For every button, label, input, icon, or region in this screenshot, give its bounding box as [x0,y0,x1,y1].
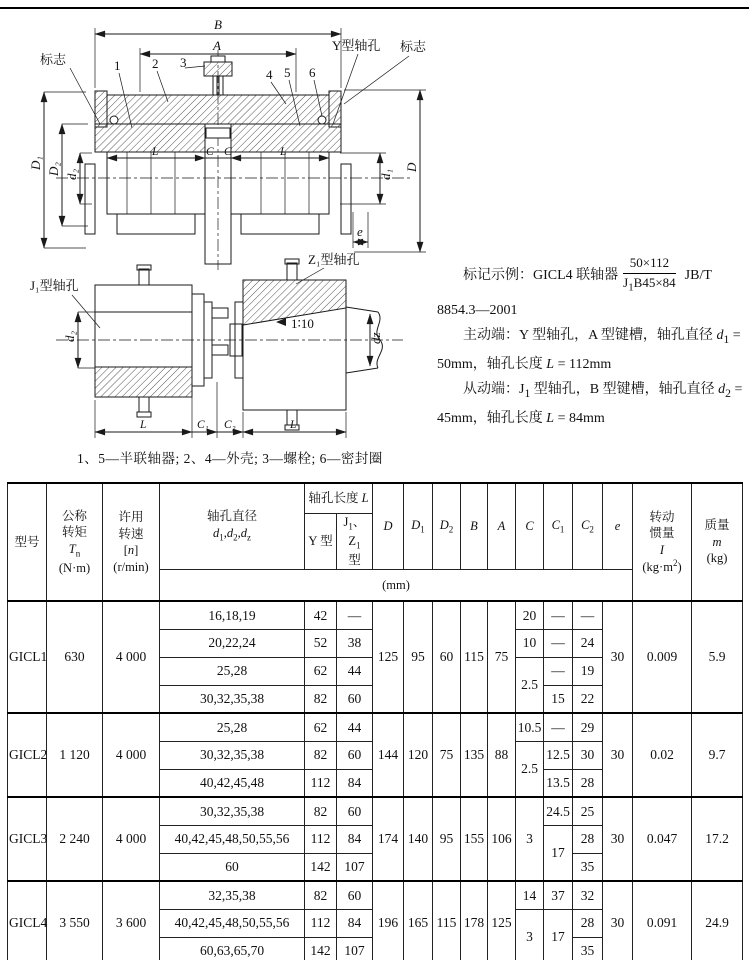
bolt-head [204,62,232,76]
C-cell: 2.5 [516,741,544,797]
dim-label-L-right: L [280,146,287,158]
flange-plate-right [219,76,223,95]
D1-cell: 165 [404,881,433,960]
table-row [8,797,743,825]
col-header-D2: $D_2$ [433,483,461,569]
lj-cell: 60 [337,881,373,909]
col-header-speed: 许用 转速 [n] (r/min) [103,483,160,601]
part-number-4: 4 [266,67,273,82]
ly-cell: 112 [305,909,337,937]
ly-cell: 82 [305,741,337,769]
center-bolt [206,128,230,138]
dim-label-D2: D₂ [46,162,61,176]
table-row [8,881,743,909]
seal-ring-left [110,116,118,124]
lj-cell: 107 [337,853,373,881]
dim-label-C2: C₂ [224,419,236,431]
part-number-5: 5 [284,65,291,80]
mass-cell: 17.2 [692,797,743,881]
B-cell: 115 [461,601,488,713]
flange-bolt-upper [212,308,228,318]
C1-cell: 12.5 [544,741,573,769]
dim-label-C-right: C [224,146,232,158]
dim-label-L-right: L [290,419,297,431]
dim-label-d2: d₂ [64,168,79,180]
unit-row-mm: (mm) [160,569,633,601]
inertia-cell: 0.009 [633,601,692,713]
lj-cell: 84 [337,769,373,797]
lj-cell: 44 [337,713,373,741]
marking-example [437,252,749,431]
lj-cell: 60 [337,797,373,825]
A-cell: 88 [488,713,516,797]
casing-flange-left [95,91,107,127]
bore-cell: 60,63,65,70 [160,937,305,960]
B-cell: 135 [461,713,488,797]
model-cell: GICL1 [8,601,47,713]
col-header-C1: $C_1$ [544,483,573,569]
ly-cell: 82 [305,797,337,825]
ly-cell: 52 [305,629,337,657]
C2-cell: — [573,601,603,629]
C2-cell: 35 [573,853,603,881]
inertia-cell: 0.047 [633,797,692,881]
B-cell: 178 [461,881,488,960]
C1-cell: — [544,713,573,741]
bore-cell: 30,32,35,38 [160,797,305,825]
j1-hub-hatch [95,367,192,397]
D2-cell: 95 [433,797,461,881]
C2-cell: 28 [573,909,603,937]
part-number-6: 6 [309,65,316,80]
example-line4: 50mm，轴孔长度 L = 112mm [437,356,612,372]
ly-cell: 82 [305,685,337,713]
col-header-bore: 轴孔直径 $d_1,d_2,d_z$ [160,483,305,569]
speed-cell: 4 000 [103,601,160,713]
model-cell: GICL4 [8,881,47,960]
bore-cell: 25,28 [160,657,305,685]
ly-cell: 62 [305,713,337,741]
bore-cell: 30,32,35,38 [160,685,305,713]
example-prefix: 标记示例：GICL4 联轴器 [463,267,619,283]
model-cell: GICL3 [8,797,47,881]
C2-cell: 22 [573,685,603,713]
D1-cell: 120 [404,713,433,797]
torque-cell: 2 240 [47,797,103,881]
bore-cell: 40,42,45,48,50,55,56 [160,909,305,937]
example-line5: 从动端：$J_1$ 型轴孔，B 型键槽，轴孔直径 $d_2$ = [463,381,743,400]
C-cell: 14 [516,881,544,909]
D-cell: 196 [373,881,404,960]
flange-bolt-lower [212,345,228,355]
torque-cell: 3 550 [47,881,103,960]
col-header-C: C [516,483,544,569]
dim-label-C-left: C [206,146,214,158]
seal-ring-right [318,116,326,124]
col-header-inertia: 转动 惯量 I $(kg\cdot m^2)$ [633,483,692,601]
D2-cell: 75 [433,713,461,797]
example-line2: 8854.3—2001 [437,303,518,318]
dim-label-d1: d₁ [378,168,393,180]
col-header-model: 型号 [8,483,47,601]
example-line1 [437,252,749,298]
C2-cell: 35 [573,937,603,960]
dim-label-e: e [357,224,363,239]
ly-cell: 142 [305,937,337,960]
flange-plate-left [213,76,217,95]
j1-z1-assembly [56,259,403,430]
C2-cell: 29 [573,713,603,741]
z1-hole-label: Z₁型轴孔 [308,252,360,267]
col-header-D1: $D_1$ [404,483,433,569]
col-header-e: e [603,483,633,569]
e-cell: 30 [603,881,633,960]
col-header-torque: 公称 转矩 $T_n$ (N·m) [47,483,103,601]
example-line3: 主动端：Y 型轴孔，A 型键槽，轴孔直径 $d_1$ = [463,328,741,346]
lj-cell: 84 [337,909,373,937]
lj-cell: 60 [337,685,373,713]
dim-label-D: D [404,162,419,172]
inertia-cell: 0.02 [633,713,692,797]
bore-cell: 25,28 [160,713,305,741]
lj-cell: 84 [337,825,373,853]
mark-label-left: 标志 [40,52,67,67]
C2-cell: 28 [573,769,603,797]
ring-right [231,152,329,214]
example-line6: 45mm，轴孔长度 L = 84mm [437,410,605,426]
C-cell: 2.5 [516,657,544,713]
inertia-cell: 0.091 [633,881,692,960]
j1-hole-label: J₁型轴孔 [30,278,79,293]
lj-cell: 60 [337,741,373,769]
C2-cell: 28 [573,825,603,853]
C2-cell: 24 [573,629,603,657]
C1-cell: — [544,601,573,629]
C1-cell: 15 [544,685,573,713]
bore-cell: 20,22,24 [160,629,305,657]
example-standard: JB/T [684,267,712,283]
dim-label-A: A [213,38,221,53]
speed-cell: 3 600 [103,881,160,960]
D1-cell: 95 [404,601,433,713]
y-hole-label: Y型轴孔 [332,38,381,53]
casing-flange-right [329,91,341,127]
C2-cell: 30 [573,741,603,769]
coupling-j1-z1-drawing [28,250,428,450]
ly-cell: 42 [305,601,337,629]
speed-cell: 4 000 [103,713,160,797]
C-cell: 3 [516,909,544,960]
end-plate-right [341,164,351,234]
bore-cell: 32,35,38 [160,881,305,909]
col-header-length-j: $J_1$、$Z_1$ 型 [337,513,373,569]
dim-label-D1: D₁ [28,156,43,170]
col-header-length: 轴孔长度 L [305,483,373,513]
coupling-spec-table [7,482,743,960]
C1-cell: 17 [544,909,573,960]
ring-step-right [241,214,319,234]
e-cell: 30 [603,601,633,713]
taper-label: 1∶10 [291,316,314,331]
table-row [8,713,743,741]
C1-cell: — [544,629,573,657]
D-cell: 174 [373,797,404,881]
dim-label-B: B [214,17,222,32]
ly-cell: 142 [305,853,337,881]
page-top-rule [0,7,749,9]
end-plate-left [85,164,95,234]
C2-cell: 25 [573,797,603,825]
ly-cell: 62 [305,657,337,685]
bore-cell: 16,18,19 [160,601,305,629]
C1-cell: 37 [544,881,573,909]
ly-cell: 82 [305,881,337,909]
bolt-top [211,56,225,62]
e-cell: 30 [603,797,633,881]
dim-label-L-left: L [140,419,147,431]
ring-left [107,152,205,214]
table-row [8,601,743,629]
fraction-numerator: 50×112 [623,255,676,274]
speed-cell: 4 000 [103,797,160,881]
mark-label-right: 标志 [400,39,427,54]
dim-label-L-left: L [152,146,159,158]
C1-cell: 24.5 [544,797,573,825]
B-cell: 155 [461,797,488,881]
torque-cell: 1 120 [47,713,103,797]
part-number-1: 1 [114,58,121,73]
example-fraction [623,255,676,295]
ly-cell: 112 [305,825,337,853]
dim-label-C1: C₁ [197,419,209,431]
D2-cell: 60 [433,601,461,713]
part-number-3: 3 [180,55,187,70]
torque-cell: 630 [47,601,103,713]
C-cell: 3 [516,797,544,881]
lj-cell: 107 [337,937,373,960]
bore-cell: 60 [160,853,305,881]
bore-cell: 40,42,45,48 [160,769,305,797]
coupling-section-drawing [28,12,438,274]
drawing-caption: 1、5—半联轴器; 2、4—外壳; 3—螺栓; 6—密封圈 [77,451,383,466]
dim-label-d2: d₂ [62,330,77,342]
lj-cell: 44 [337,657,373,685]
C1-cell: — [544,657,573,685]
model-cell: GICL2 [8,713,47,797]
C1-cell: 13.5 [544,769,573,797]
A-cell: 75 [488,601,516,713]
C2-cell: 19 [573,657,603,685]
col-header-mass: 质量 m (kg) [692,483,743,601]
bore-cell: 30,32,35,38 [160,741,305,769]
e-cell: 30 [603,713,633,797]
D-cell: 125 [373,601,404,713]
D2-cell: 115 [433,881,461,960]
ly-cell: 112 [305,769,337,797]
mass-cell: 9.7 [692,713,743,797]
hub-left [95,124,205,152]
lj-cell: — [337,601,373,629]
part-number-2: 2 [152,56,159,71]
C-cell: 10 [516,629,544,657]
A-cell: 106 [488,797,516,881]
col-header-A: A [488,483,516,569]
ring-step-left [117,214,195,234]
col-header-B: B [461,483,488,569]
col-header-D: D [373,483,404,569]
C1-cell: 17 [544,825,573,881]
D1-cell: 140 [404,797,433,881]
C-cell: 10.5 [516,713,544,741]
C2-cell: 32 [573,881,603,909]
dim-label-dz: dz [368,332,383,344]
col-header-length-y: Y 型 [305,513,337,569]
col-header-C2: $C_2$ [573,483,603,569]
C-cell: 20 [516,601,544,629]
mass-cell: 24.9 [692,881,743,960]
A-cell: 125 [488,881,516,960]
D-cell: 144 [373,713,404,797]
lj-cell: 38 [337,629,373,657]
fraction-denominator: $J_1B45\times 84$ [623,275,676,294]
bore-cell: 40,42,45,48,50,55,56 [160,825,305,853]
mass-cell: 5.9 [692,601,743,713]
